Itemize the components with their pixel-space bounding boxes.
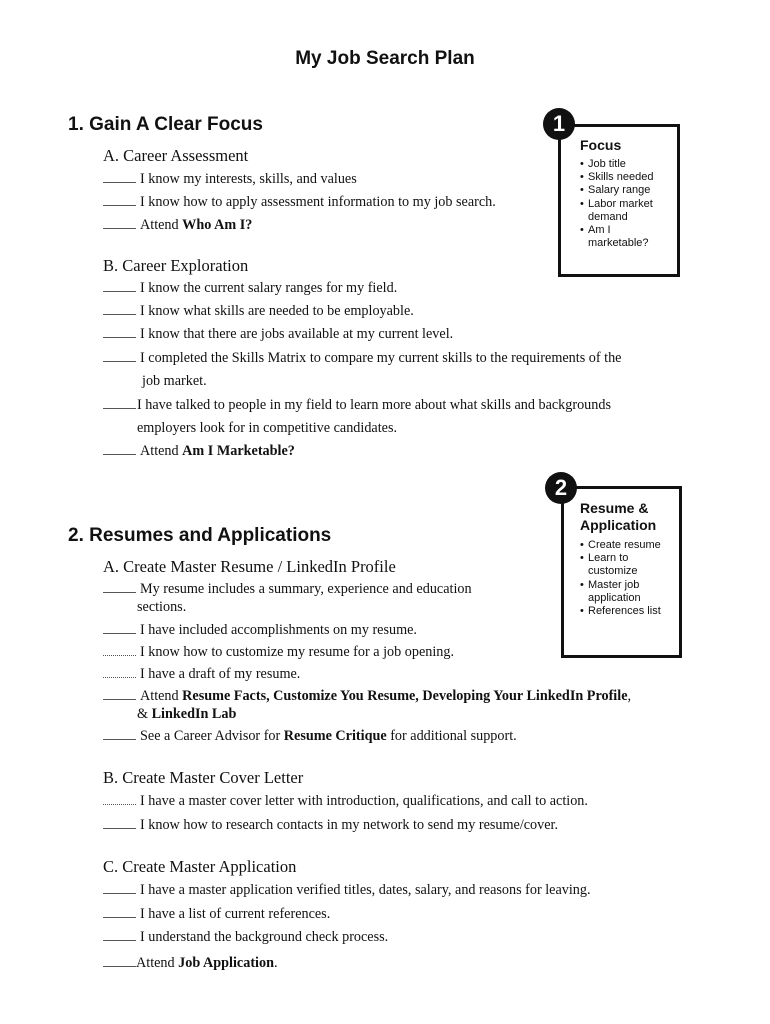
resume-box-item: • Master job application	[580, 578, 641, 604]
checkbox-blank[interactable]	[103, 677, 136, 678]
checkbox-blank[interactable]	[103, 940, 136, 941]
master-application-heading: C. Create Master Application	[103, 857, 297, 876]
focus-box-item: • Salary range	[580, 184, 651, 197]
step-1-badge: 1	[543, 108, 575, 140]
checklist-item-continued: & LinkedIn Lab	[137, 706, 237, 722]
checklist-item: I have a list of current references.	[103, 906, 330, 923]
checklist-item: I completed the Skills Matrix to compare my current skills to the requirements of the	[103, 350, 621, 367]
checkbox-blank[interactable]	[103, 454, 136, 455]
checklist-item: Attend Resume Facts, Customize You Resume, Developing Your LinkedIn Profile,	[103, 688, 631, 705]
checklist-item: I know the current salary ranges for my field.	[103, 280, 397, 297]
checklist-item-continued: sections.	[137, 599, 187, 615]
resume-box-item: • Create resume	[580, 539, 661, 551]
checklist-item: I know what skills are needed to be employable.	[103, 303, 414, 320]
focus-box-item: • Skills needed	[580, 171, 654, 184]
resume-box-list	[580, 539, 675, 618]
checklist-item: I have talked to people in my field to learn more about what skills and backgrounds	[103, 397, 611, 414]
focus-box-item: • Job title	[580, 158, 626, 170]
checklist-item-continued: job market.	[142, 373, 207, 389]
checklist-item: I know how to research contacts in my network to send my resume/cover.	[103, 817, 558, 834]
resume-application-callout-box	[561, 486, 682, 658]
checklist-item: Attend Who Am I?	[103, 217, 252, 234]
focus-box-item: • Am I marketable?	[580, 224, 649, 250]
checklist-item: See a Career Advisor for Resume Critique for additional support.	[103, 728, 517, 745]
checkbox-blank[interactable]	[103, 828, 136, 829]
career-exploration-heading: B. Career Exploration	[103, 256, 249, 275]
resume-box-title: Resume & Application	[580, 500, 657, 533]
career-assessment-heading: A. Career Assessment	[103, 146, 249, 165]
step-2-badge: 2	[545, 472, 577, 504]
checkbox-blank[interactable]	[103, 291, 136, 292]
section-1-heading: 1. Gain A Clear Focus	[68, 114, 263, 135]
focus-box-list	[580, 158, 673, 250]
resume-box-item: • Learn to customize	[580, 552, 638, 578]
section-2-heading: 2. Resumes and Applications	[68, 525, 332, 546]
checklist-item: I understand the background check process.	[103, 929, 388, 946]
checkbox-blank[interactable]	[103, 917, 136, 918]
checkbox-blank[interactable]	[103, 205, 136, 206]
checklist-item: I know my interests, skills, and values	[103, 171, 357, 188]
checklist-item: I have a master application verified titles, dates, salary, and reasons for leaving.	[103, 882, 591, 899]
checkbox-blank[interactable]	[103, 408, 136, 409]
checklist-item: Attend Am I Marketable?	[103, 443, 295, 460]
checklist-item: I know how to customize my resume for a job opening.	[103, 644, 454, 661]
checklist-item: I have a master cover letter with introduction, qualifications, and call to action.	[103, 793, 588, 810]
checklist-item: My resume includes a summary, experience and education	[103, 581, 472, 598]
checkbox-blank[interactable]	[103, 228, 136, 229]
master-resume-heading: A. Create Master Resume / LinkedIn Profile	[103, 557, 396, 576]
checklist-item: Attend Job Application.	[103, 955, 278, 972]
checkbox-blank[interactable]	[103, 182, 136, 183]
page-title: My Job Search Plan	[295, 48, 475, 69]
checklist-item: I have included accomplishments on my resume.	[103, 622, 417, 639]
checkbox-blank[interactable]	[103, 633, 136, 634]
checkbox-blank[interactable]	[103, 361, 136, 362]
resume-box-item: • References list	[580, 605, 661, 618]
checkbox-blank[interactable]	[103, 699, 136, 700]
checklist-item: I know that there are jobs available at my current level.	[103, 326, 453, 343]
checkbox-blank[interactable]	[103, 804, 136, 805]
checkbox-blank[interactable]	[103, 893, 136, 894]
checkbox-blank[interactable]	[103, 314, 136, 315]
checklist-item: I have a draft of my resume.	[103, 666, 300, 683]
focus-box-item: • Labor market demand	[580, 197, 653, 223]
checkbox-blank[interactable]	[103, 655, 136, 656]
focus-box-title: Focus	[580, 137, 622, 153]
checkbox-blank[interactable]	[103, 592, 136, 593]
checklist-item: I know how to apply assessment information to my job search.	[103, 194, 496, 211]
checkbox-blank[interactable]	[103, 337, 136, 338]
checkbox-blank[interactable]	[103, 966, 136, 967]
focus-callout-box	[558, 124, 680, 277]
checkbox-blank[interactable]	[103, 739, 136, 740]
cover-letter-heading: B. Create Master Cover Letter	[103, 768, 304, 787]
checklist-item-continued: employers look for in competitive candidates.	[137, 420, 398, 436]
